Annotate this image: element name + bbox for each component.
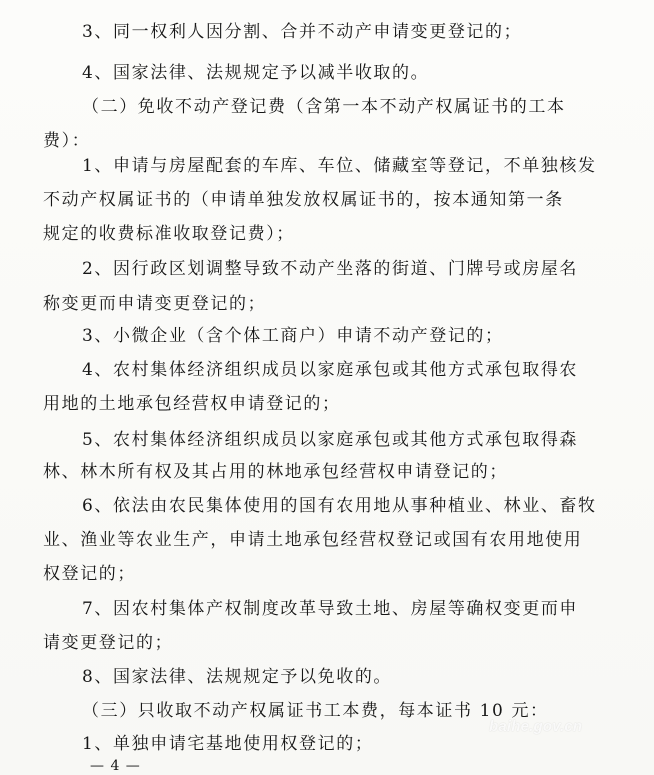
text-line-21: （三）只收取不动产权属证书工本费，每本证书 10 元：: [82, 701, 549, 721]
text-line-16: 业、渔业等农业生产，申请土地承包经营权登记或国有农用地使用: [43, 530, 583, 550]
text-line-4: 费）：: [43, 131, 91, 151]
page-number: — 4 —: [90, 758, 141, 774]
text-line-17: 权登记的；: [43, 564, 136, 584]
text-line-11: 4、农村集体经济组织成员以家庭承包或其他方式承包取得农: [82, 360, 579, 380]
text-line-9: 称变更而申请变更登记的；: [43, 294, 267, 314]
text-line-10: 3、小微企业（含个体工商户）申请不动产登记的；: [82, 326, 504, 346]
text-line-13: 5、农村集体经济组织成员以家庭承包或其他方式承包取得森: [82, 430, 579, 450]
text-line-22: 1、单独申请宅基地使用权登记的；: [82, 734, 374, 754]
text-line-3: （二）免收不动产登记费（含第一本不动产权属证书的工本: [82, 97, 566, 117]
text-line-2: 4、国家法律、法规规定予以减半收取的。: [82, 63, 430, 83]
text-line-7: 规定的收费标准收取登记费）；: [43, 224, 295, 244]
text-line-19: 请变更登记的；: [43, 633, 174, 653]
text-line-12: 用地的土地承包经营权申请登记的；: [43, 394, 341, 414]
text-line-14: 林、林木所有权及其占用的林地承包经营权申请登记的；: [43, 462, 508, 482]
text-line-5: 1、申请与房屋配套的车库、车位、储藏室等登记，不单独核发: [82, 156, 597, 176]
text-line-18: 7、因农村集体产权制度改革导致土地、房屋等确权变更而申: [82, 599, 579, 619]
text-line-1: 3、同一权利人因分割、合并不动产申请变更登记的；: [82, 22, 523, 42]
text-line-6: 不动产权属证书的（申请单独发放权属证书的，按本通知第一条: [43, 190, 564, 210]
website-watermark: baihe.gov.cn: [489, 718, 583, 735]
text-line-20: 8、国家法律、法规规定予以免收的。: [82, 667, 393, 687]
text-line-8: 2、因行政区划调整导致不动产坐落的街道、门牌号或房屋名: [82, 259, 579, 279]
text-line-15: 6、依法由农民集体使用的国有农用地从事种植业、林业、畜牧: [82, 496, 597, 516]
